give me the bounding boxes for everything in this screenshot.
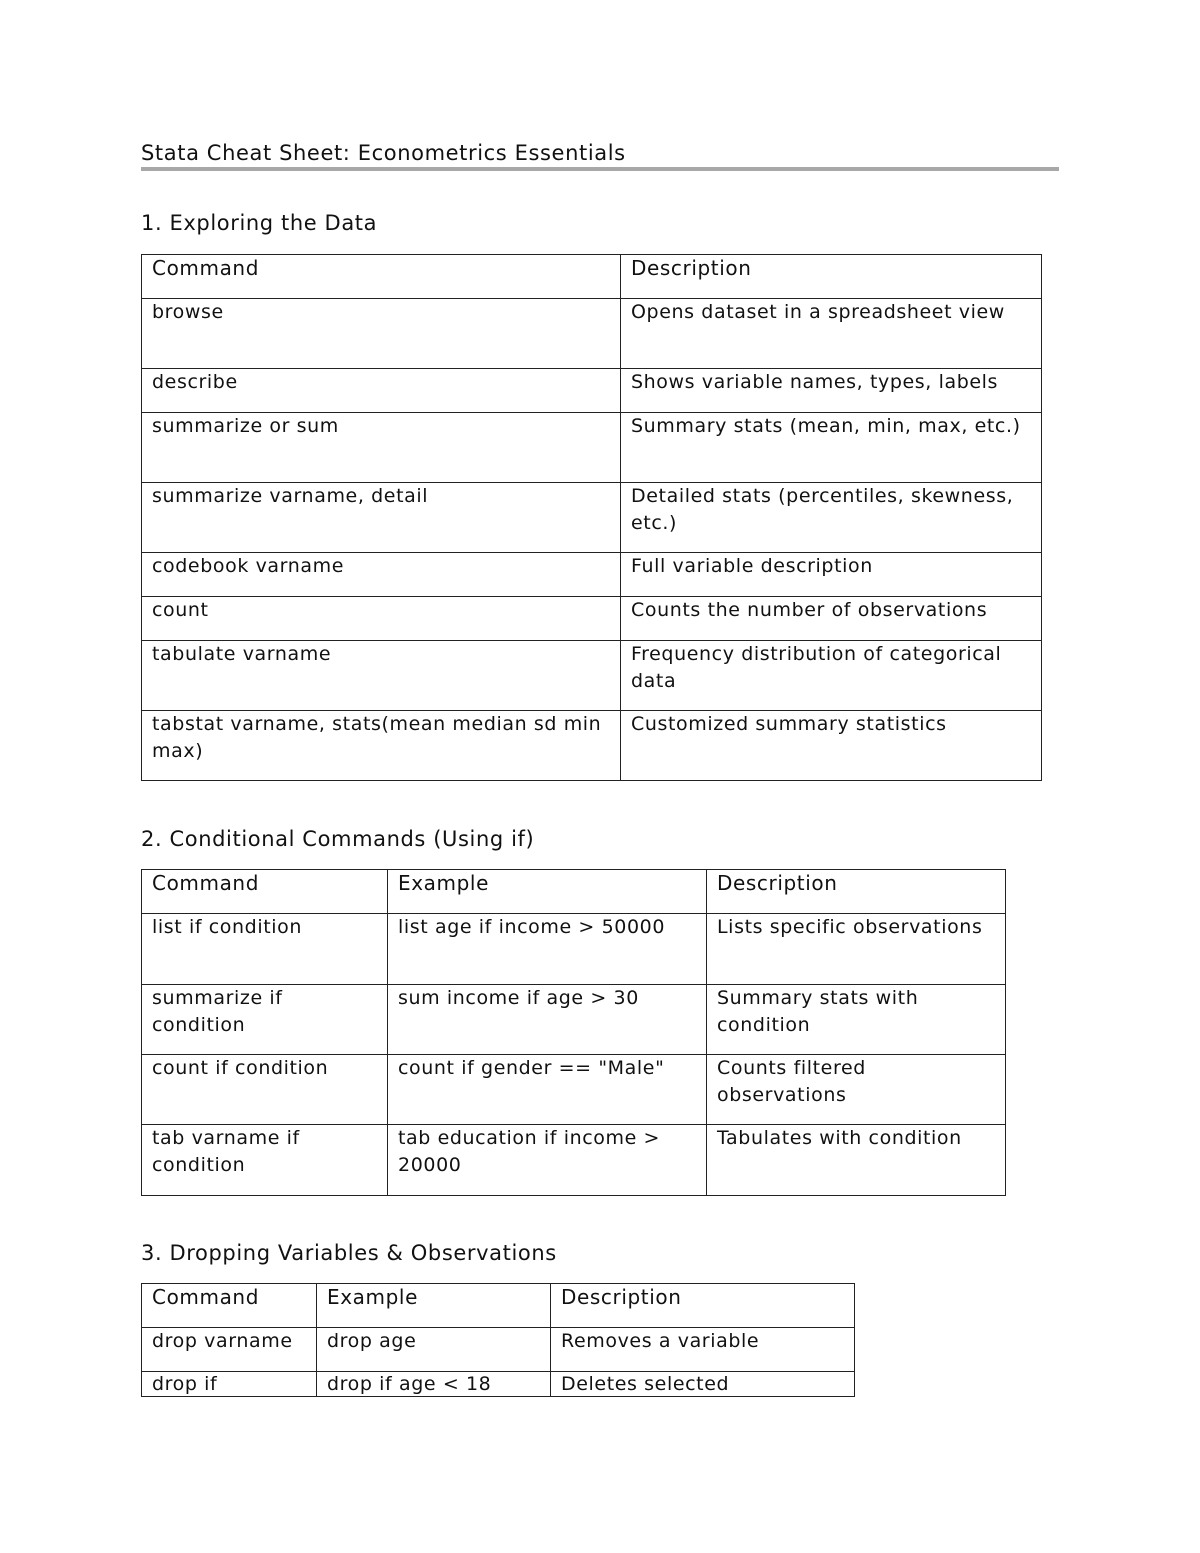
table-row — [142, 985, 1006, 1055]
table-row — [142, 483, 1042, 553]
description-cell: Customized summary statistics — [621, 711, 1042, 781]
page-title: Stata Cheat Sheet: Econometrics Essentials — [141, 141, 626, 165]
conditional-commands-table — [141, 869, 1006, 1196]
description-cell: Deletes selected — [551, 1372, 855, 1397]
command-cell: tabstat varname, stats(mean median sd min max) — [142, 711, 621, 781]
command-cell: browse — [142, 299, 621, 369]
column-header-command: Command — [142, 870, 388, 914]
example-cell: drop if age < 18 — [317, 1372, 551, 1397]
table-row — [142, 369, 1042, 413]
section-heading-exploring: 1. Exploring the Data — [141, 211, 378, 235]
table-row — [142, 553, 1042, 597]
description-cell: Shows variable names, types, labels — [621, 369, 1042, 413]
column-header-description: Description — [707, 870, 1006, 914]
table-row — [142, 1328, 855, 1372]
command-cell: describe — [142, 369, 621, 413]
table-row — [142, 1055, 1006, 1125]
command-cell: tab varname if condition — [142, 1125, 388, 1196]
description-cell: Counts the number of observations — [621, 597, 1042, 641]
title-divider — [141, 167, 1059, 171]
command-cell: count — [142, 597, 621, 641]
example-cell: drop age — [317, 1328, 551, 1372]
description-cell: Lists specific observations — [707, 914, 1006, 985]
description-cell: Summary stats (mean, min, max, etc.) — [621, 413, 1042, 483]
column-header-description: Description — [621, 255, 1042, 299]
command-cell: drop varname — [142, 1328, 317, 1372]
column-header-example: Example — [388, 870, 707, 914]
description-cell: Tabulates with condition — [707, 1125, 1006, 1196]
command-cell: drop if — [142, 1372, 317, 1397]
command-cell: tabulate varname — [142, 641, 621, 711]
command-cell: codebook varname — [142, 553, 621, 597]
table-row — [142, 1372, 855, 1397]
command-cell: summarize or sum — [142, 413, 621, 483]
example-cell: sum income if age > 30 — [388, 985, 707, 1055]
description-cell: Full variable description — [621, 553, 1042, 597]
dropping-table — [141, 1283, 855, 1397]
table-header-row — [142, 870, 1006, 914]
section-heading-conditional: 2. Conditional Commands (Using if) — [141, 827, 535, 851]
table-row — [142, 413, 1042, 483]
command-cell: list if condition — [142, 914, 388, 985]
table-row — [142, 1125, 1006, 1196]
description-cell: Counts filtered observations — [707, 1055, 1006, 1125]
description-cell: Detailed stats (percentiles, skewness, etc.) — [621, 483, 1042, 553]
example-cell: count if gender == "Male" — [388, 1055, 707, 1125]
table-row — [142, 711, 1042, 781]
table-header-row — [142, 255, 1042, 299]
description-cell: Summary stats with condition — [707, 985, 1006, 1055]
description-cell: Removes a variable — [551, 1328, 855, 1372]
command-cell: summarize varname, detail — [142, 483, 621, 553]
table-row — [142, 597, 1042, 641]
column-header-example: Example — [317, 1284, 551, 1328]
column-header-description: Description — [551, 1284, 855, 1328]
exploring-data-table — [141, 254, 1042, 781]
section-heading-dropping: 3. Dropping Variables & Observations — [141, 1241, 557, 1265]
example-cell: list age if income > 50000 — [388, 914, 707, 985]
description-cell: Opens dataset in a spreadsheet view — [621, 299, 1042, 369]
table-row — [142, 914, 1006, 985]
column-header-command: Command — [142, 255, 621, 299]
example-cell: tab education if income > 20000 — [388, 1125, 707, 1196]
table-row — [142, 299, 1042, 369]
command-cell: summarize if condition — [142, 985, 388, 1055]
table-row — [142, 641, 1042, 711]
command-cell: count if condition — [142, 1055, 388, 1125]
table-header-row — [142, 1284, 855, 1328]
column-header-command: Command — [142, 1284, 317, 1328]
description-cell: Frequency distribution of categorical data — [621, 641, 1042, 711]
